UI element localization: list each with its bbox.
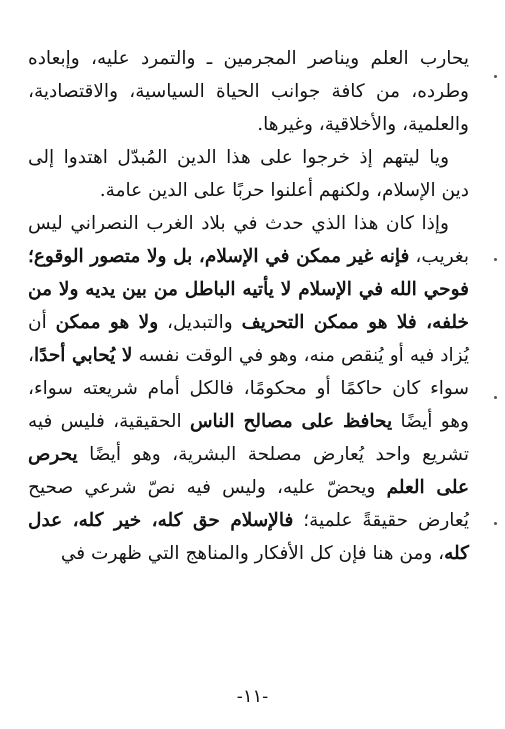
body-text — [28, 42, 469, 570]
page-number: -١١- — [236, 686, 269, 707]
text-segment: والتبديل، — [158, 312, 242, 333]
scan-speck — [494, 522, 497, 525]
bold-text-segment: ولا هو ممكن — [55, 312, 159, 333]
bold-text-segment: فإنه غير ممكن في الإسلام، بل ولا متصور الوقوع؛ فوحي الله في الإسلام لا يأتيه الباطل من بين يديه ولا من خلفه، فلا هو ممكن التحريف — [28, 246, 469, 333]
text-segment: ويا ليتهم إذ خرجوا على هذا الدين المُبدّل اهتدوا إلى دين الإسلام، ولكنهم أعلنوا حربًا على الدين عامة. — [28, 147, 469, 201]
paragraph — [28, 141, 469, 207]
text-segment: ، سواء كان حاكمًا أو محكومًا، فالكل أمام شريعته سواء، وهو أيضًا — [28, 345, 469, 432]
bold-text-segment: يحافظ على مصالح الناس — [189, 411, 393, 432]
scan-speck — [494, 396, 497, 399]
text-segment: ويحضّ عليه، وليس فيه نصّ شرعي صحيح يُعارض حقيقةً علمية؛ — [28, 477, 470, 531]
page — [28, 42, 469, 729]
scan-speck — [494, 75, 497, 78]
paragraph — [28, 42, 469, 141]
bold-text-segment: فالإسلام حق كله، خير كله، عدل كله — [28, 510, 469, 564]
bold-text-segment: يحرص على العلم — [28, 444, 469, 498]
text-segment: الحقيقية، فليس فيه تشريع واحد يُعارض مصلحة البشرية، وهو أيضًا — [28, 411, 469, 465]
text-segment: أن يُزاد فيه أو يُنقص منه، وهو في الوقت نفسه — [28, 312, 470, 366]
text-segment: ، ومن هنا فإن كل الأفكار والمناهج التي ظهرت في — [60, 543, 445, 564]
text-segment: وإذا كان هذا الذي حدث في بلاد الغرب النصراني ليس بغريب، — [28, 213, 469, 267]
scan-speck — [494, 258, 497, 261]
paragraph — [28, 207, 469, 570]
text-segment: يحارب العلم ويناصر المجرمين ـ والتمرد عليه، وإبعاده وطرده، من كافة جوانب الحياة السياسية، والاقتصادية، والعلمية، والأخلاقية، وغيرها. — [28, 48, 469, 135]
bold-text-segment: لا يُحابي أحدًا — [33, 345, 133, 366]
